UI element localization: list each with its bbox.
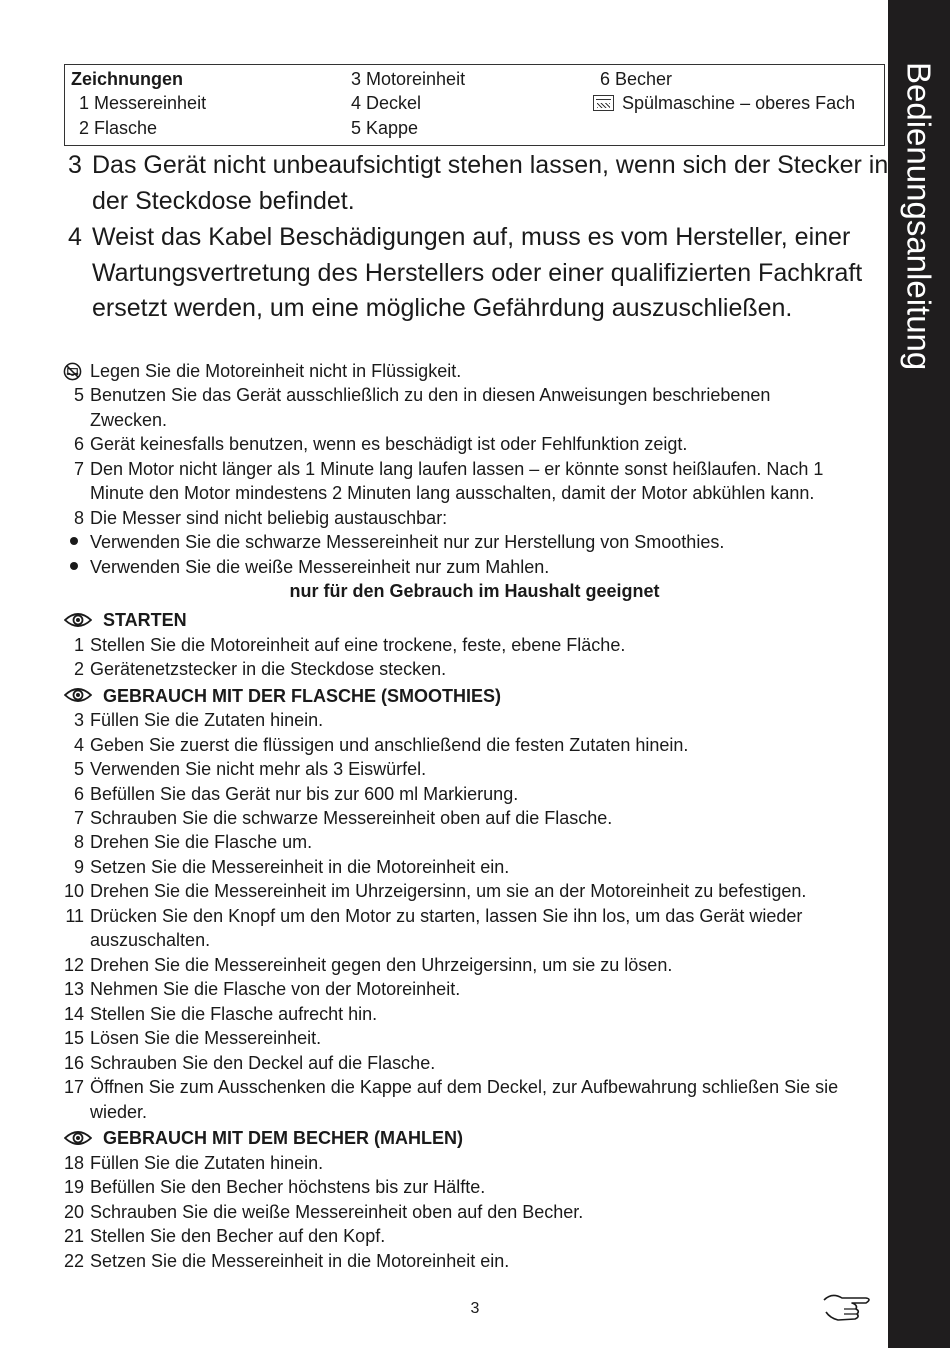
section-title: GEBRAUCH MIT DER FLASCHE (SMOOTHIES) — [103, 686, 501, 706]
sidebar-title: Bedienungsanleitung — [900, 62, 938, 371]
item-text: Das Gerät nicht unbeaufsichtigt stehen lassen, wenn sich der Stecker in der Steckdose befindet. — [92, 151, 889, 215]
step-text: Drehen Sie die Flasche um. — [90, 832, 313, 852]
step-text: Drehen Sie die Messereinheit im Uhrzeigersinn, um sie an der Motoreinheit zu befestigen. — [90, 881, 807, 901]
step-text: Stellen Sie die Motoreinheit auf eine trockene, feste, ebene Fläche. — [90, 635, 626, 655]
step-number: 14 — [63, 1004, 84, 1024]
safety-text: Zwecken. — [90, 410, 168, 430]
step-text: Nehmen Sie die Flasche von der Motoreinheit. — [90, 979, 461, 999]
item-number: 6 — [73, 434, 84, 454]
step-number: 4 — [73, 735, 84, 755]
step-number: 12 — [63, 955, 84, 975]
legend-item: 5 Kappe — [351, 118, 419, 138]
section-title: STARTEN — [103, 610, 187, 630]
legend-item: 3 Motoreinheit — [351, 69, 466, 89]
item-number: 7 — [73, 459, 84, 479]
safety-text: Die Messer sind nicht beliebig austauschbar: — [90, 508, 448, 528]
item-number: 4 — [68, 223, 82, 251]
safety-text: Minute den Motor mindestens 2 Minuten lang ausschalten, damit der Motor abkühlen kann. — [90, 483, 815, 503]
step-text: Geben Sie zuerst die flüssigen und anschließend die festen Zutaten hinein. — [90, 735, 689, 755]
step-text: auszuschalten. — [90, 930, 211, 950]
step-number: 8 — [73, 832, 84, 852]
step-text: Füllen Sie die Zutaten hinein. — [90, 710, 324, 730]
step-text: Setzen Sie die Messereinheit in die Motoreinheit ein. — [90, 1251, 510, 1271]
step-text: Stellen Sie die Flasche aufrecht hin. — [90, 1004, 378, 1024]
no-immersion-icon — [63, 362, 82, 381]
step-number: 19 — [63, 1177, 84, 1197]
bullet-icon — [70, 562, 78, 570]
step-text: Befüllen Sie den Becher höchstens bis zur Hälfte. — [90, 1177, 486, 1197]
step-number: 16 — [63, 1053, 84, 1073]
bullet-icon — [70, 537, 78, 545]
legend-item: 6 Becher — [600, 69, 673, 89]
step-text: Füllen Sie die Zutaten hinein. — [90, 1153, 324, 1173]
step-text: Schrauben Sie die schwarze Messereinheit oben auf die Flasche. — [90, 808, 613, 828]
step-text: Schrauben Sie die weiße Messereinheit oben auf den Becher. — [90, 1202, 584, 1222]
safety-text: Den Motor nicht länger als 1 Minute lang laufen lassen – er könnte sonst heißlaufen. Nach 1 — [90, 459, 824, 479]
step-text: Schrauben Sie den Deckel auf die Flasche. — [90, 1053, 436, 1073]
step-number: 21 — [63, 1226, 84, 1246]
household-note: nur für den Gebrauch im Haushalt geeignet — [289, 581, 660, 601]
step-text: Lösen Sie die Messereinheit. — [90, 1028, 322, 1048]
step-number: 5 — [73, 759, 84, 779]
step-number: 7 — [73, 808, 84, 828]
item-number: 3 — [68, 151, 82, 179]
step-number: 17 — [63, 1077, 84, 1097]
safety-text: Legen Sie die Motoreinheit nicht in Flüssigkeit. — [90, 361, 462, 381]
item-text: Weist das Kabel Beschädigungen auf, muss es vom Hersteller, einer Wartungsvertretung des Herstellers oder einer qualifizierten Fachkraft ersetzt werden, um eine mögliche Gefährdung auszuschließen. — [92, 223, 863, 322]
step-number: 13 — [63, 979, 84, 999]
step-text: wieder. — [90, 1102, 148, 1122]
step-text: Drehen Sie die Messereinheit gegen den Uhrzeigersinn, um sie zu lösen. — [90, 955, 673, 975]
legend-item: 1 Messereinheit — [79, 93, 207, 113]
safety-text: Verwenden Sie die schwarze Messereinheit nur zur Herstellung von Smoothies. — [90, 532, 725, 552]
dishwasher-icon — [593, 95, 614, 111]
section-title: GEBRAUCH MIT DEM BECHER (MAHLEN) — [103, 1128, 463, 1148]
step-text: Drücken Sie den Knopf um den Motor zu starten, lassen Sie ihn los, um das Gerät wieder — [90, 906, 803, 926]
step-number: 18 — [63, 1153, 84, 1173]
page-number: 3 — [470, 1300, 480, 1317]
step-number: 3 — [73, 710, 84, 730]
eye-icon — [64, 611, 92, 629]
pointing-hand-icon — [822, 1280, 874, 1324]
step-text: Verwenden Sie nicht mehr als 3 Eiswürfel. — [90, 759, 427, 779]
legend-item: 4 Deckel — [351, 93, 422, 113]
safety-text: Benutzen Sie das Gerät ausschließlich zu den in diesen Anweisungen beschriebenen — [90, 385, 771, 405]
step-text: Setzen Sie die Messereinheit in die Motoreinheit ein. — [90, 857, 510, 877]
step-text: Öffnen Sie zum Ausschenken die Kappe auf dem Deckel, zur Aufbewahrung schließen Sie sie — [90, 1077, 839, 1097]
step-number: 22 — [63, 1251, 84, 1271]
eye-icon — [64, 686, 92, 704]
item-number: 5 — [73, 385, 84, 405]
step-number: 2 — [73, 659, 84, 679]
safety-text: Gerät keinesfalls benutzen, wenn es beschädigt ist oder Fehlfunktion zeigt. — [90, 434, 688, 454]
step-text: Stellen Sie den Becher auf den Kopf. — [90, 1226, 386, 1246]
legend-heading: Zeichnungen — [71, 69, 183, 89]
step-text: Befüllen Sie das Gerät nur bis zur 600 ml Markierung. — [90, 784, 519, 804]
legend-item: 2 Flasche — [79, 118, 158, 138]
step-number: 10 — [63, 881, 84, 901]
step-text: Gerätenetzstecker in die Steckdose stecken. — [90, 659, 447, 679]
step-number: 15 — [63, 1028, 84, 1048]
step-number: 11 — [65, 906, 84, 926]
safety-text: Verwenden Sie die weiße Messereinheit nur zum Mahlen. — [90, 557, 550, 577]
step-number: 6 — [73, 784, 84, 804]
drawings-legend — [64, 64, 885, 146]
eye-icon — [64, 1129, 92, 1147]
step-number: 1 — [73, 635, 84, 655]
legend-dishwasher — [593, 93, 855, 114]
item-number: 8 — [73, 508, 84, 528]
legend-dishwasher-label: Spülmaschine – oberes Fach — [622, 93, 856, 113]
step-number: 20 — [63, 1202, 84, 1222]
step-number: 9 — [73, 857, 84, 877]
